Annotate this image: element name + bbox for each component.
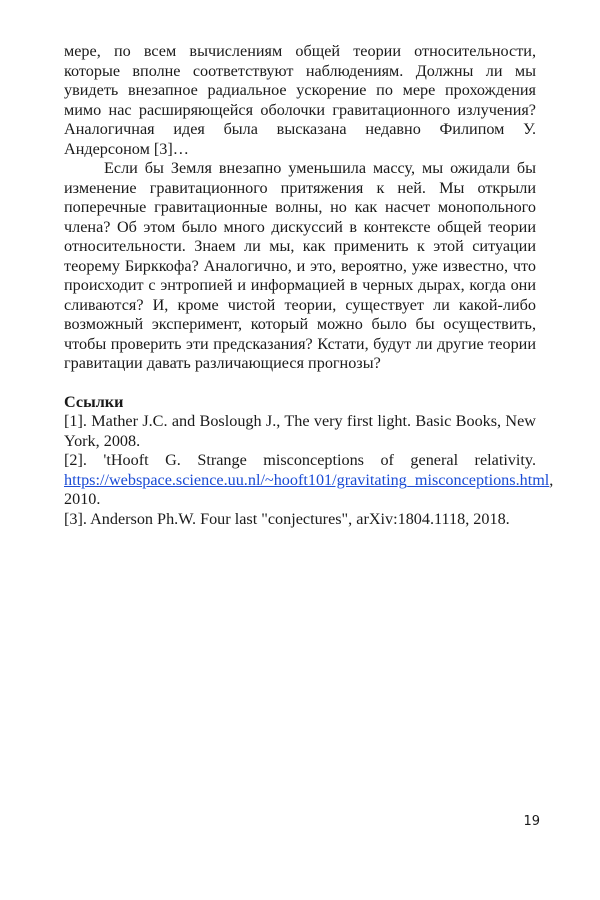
page-number: 19: [523, 814, 540, 829]
reference-2-link[interactable]: https://webspace.science.uu.nl/~hooft101/gravitating_misconceptions.html: [64, 470, 550, 489]
reference-item-3: [3]. Anderson Ph.W. Four last "conjectures", arXiv:1804.1118, 2018.: [64, 509, 510, 528]
reference-item-1: [1]. Mather J.C. and Boslough J., The very first light. Basic Books, New York, 2008.: [64, 412, 536, 450]
reference-2-text: [2]. 'tHooft G. Strange misconceptions of general relativity.: [64, 451, 536, 469]
body-paragraph-1: мере, по всем вычислениям общей теории относительности, которые вполне соответствуют наблюдениям. Должны ли мы увидеть внезапное радиальное ускорение по мере прохождения мимо нас расширяющейся оболочки гравитационного излучения? Аналогичная идея была высказана недавно Филипом У. Андерсоном [3]…: [64, 42, 536, 158]
references-heading: Ссылки: [64, 392, 124, 411]
body-paragraph-2: Если бы Земля внезапно уменьшила массу, мы ожидали бы изменение гравитационного притяжения к ней. Мы открыли поперечные гравитационные волны, но как насчет монопольного члена? Об этом было много дискуссий в контексте общей теории относительности. Знаем ли мы, как применить к этой ситуации теорему Бирккофа? Аналогично, и это, вероятно, уже известно, что происходит с энтропией и информацией в черных дырах, когда они сливаются? И, кроме чистой теории, существует ли какой-либо возможный эксперимент, который можно было бы осуществить, чтобы проверить эти предсказания? Кстати, будут ли другие теории гравитации давать различающиеся прогнозы?: [64, 159, 536, 372]
reference-2-suffix: , 2010.: [64, 470, 554, 508]
reference-item-2: [64, 451, 554, 510]
document-page: [64, 42, 554, 529]
